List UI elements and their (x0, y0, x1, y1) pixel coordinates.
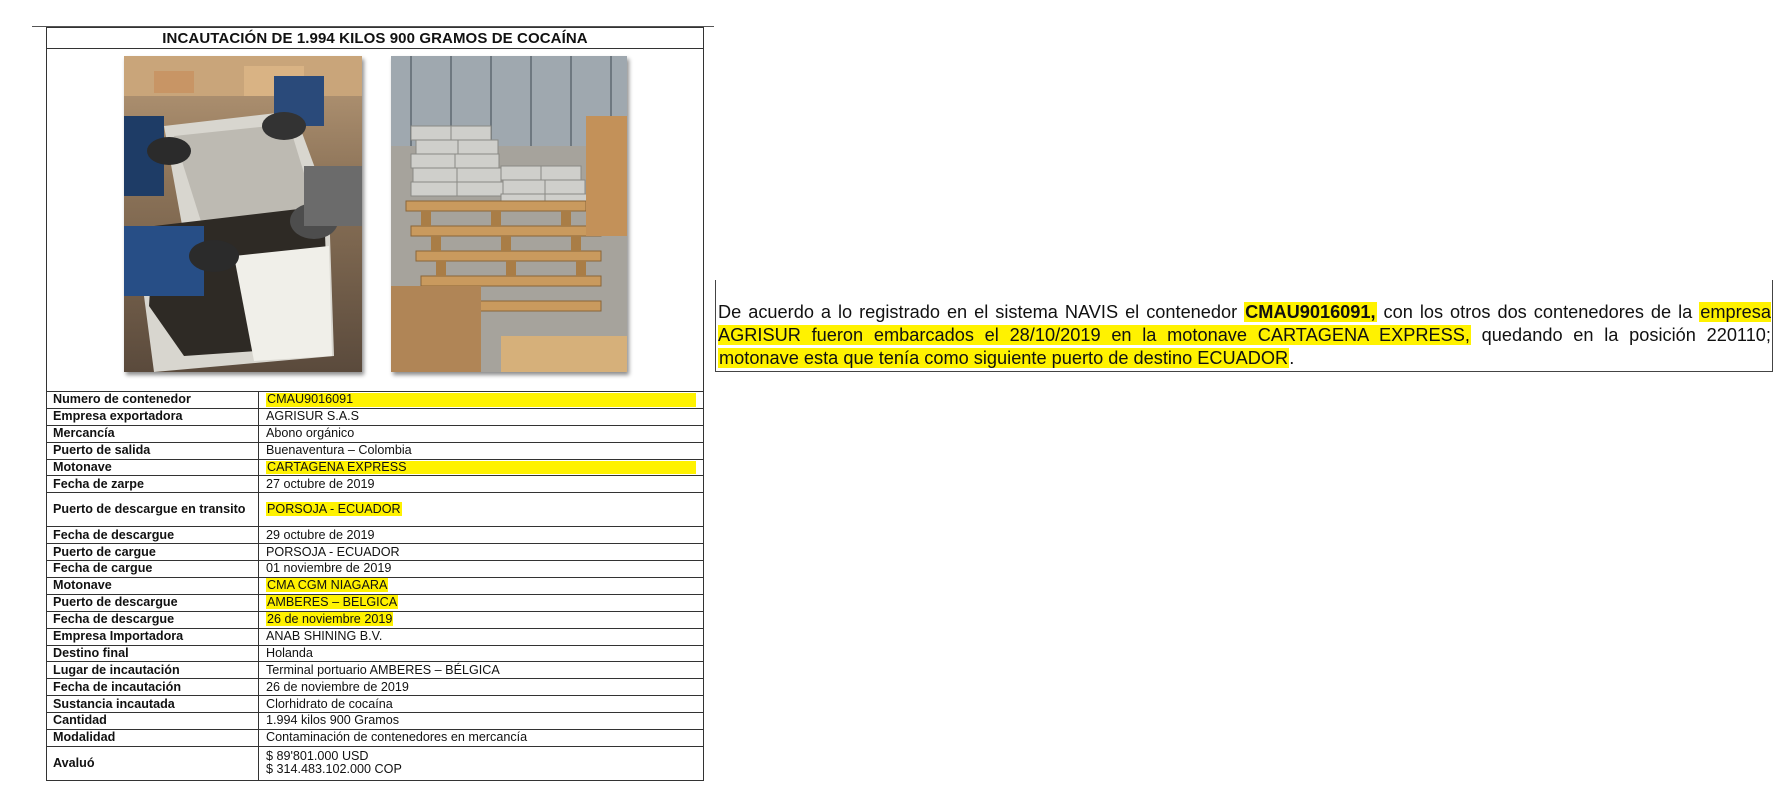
row-label: Motonave (47, 578, 259, 594)
table-row (47, 578, 703, 595)
row-value (259, 578, 703, 594)
row-value (259, 612, 703, 628)
row-label: Fecha de descargue (47, 612, 259, 628)
value-text: Clorhidrato de cocaína (266, 696, 393, 711)
value-text: 27 octubre de 2019 (266, 476, 375, 491)
row-label: Avaluó (47, 747, 259, 780)
note-highlight: motonave esta que tenía como siguiente puerto de destino ECUADOR (719, 348, 1289, 368)
row-value (259, 426, 703, 442)
row-label: Puerto de descargue en transito (47, 493, 259, 526)
value-text: Abono orgánico (266, 426, 355, 441)
row-value (259, 595, 703, 611)
value-text: PORSOJA - ECUADOR (266, 544, 400, 559)
highlighted-value: AMBERES – BELGICA (267, 595, 398, 610)
row-value (259, 460, 703, 476)
photo-packages-on-pallets (391, 56, 627, 372)
value-text: 1.994 kilos 900 Gramos (266, 713, 400, 728)
photo-hands-handling-package (124, 56, 362, 372)
row-label: Empresa exportadora (47, 409, 259, 425)
highlighted-value: CMAU9016091 (266, 393, 696, 406)
row-value (259, 476, 703, 492)
row-label: Numero de contenedor (47, 392, 259, 408)
row-value (259, 409, 703, 425)
value-text: Contaminación de contenedores en mercancía (266, 730, 528, 745)
value-text: AGRISUR S.A.S (266, 409, 360, 424)
value-text: 26 de noviembre de 2019 (266, 679, 409, 694)
row-label: Motonave (47, 460, 259, 476)
table-row (47, 629, 703, 646)
avaluo-cop: $ 314.483.102.000 COP (266, 762, 402, 777)
table-row (47, 476, 703, 493)
note-text: . (1289, 348, 1295, 368)
row-value (259, 713, 703, 729)
table-row (47, 443, 703, 460)
data-rows (47, 392, 703, 780)
row-label: Mercancía (47, 426, 259, 442)
row-label: Sustancia incautada (47, 696, 259, 712)
note-text: De acuerdo a lo registrado en el sistema NAVIS el contenedor (718, 302, 1245, 322)
table-row (47, 595, 703, 612)
avaluo-usd: $ 89'801.000 USD (266, 749, 369, 764)
row-value (259, 696, 703, 712)
note-container-id: CMAU9016091, (1245, 302, 1376, 322)
row-label: Cantidad (47, 713, 259, 729)
table-row (47, 646, 703, 663)
value-text: 01 noviembre de 2019 (266, 561, 392, 576)
row-value (259, 493, 703, 526)
table-row (47, 561, 703, 578)
row-label: Puerto de cargue (47, 544, 259, 560)
highlighted-value: CMA CGM NIAGARA (267, 578, 388, 593)
row-label: Fecha de zarpe (47, 476, 259, 492)
row-value (259, 629, 703, 645)
value-text: Holanda (266, 645, 313, 660)
value-text: 29 octubre de 2019 (266, 527, 375, 542)
table-row (47, 409, 703, 426)
row-value (259, 561, 703, 577)
row-label: Fecha de cargue (47, 561, 259, 577)
note-text: con los otros dos contenedores de la (1376, 302, 1700, 322)
note-highlight: empresa AGRISUR fueron embarcados el 28/10/2019 en la motonave CARTAGENA EXPRESS, (718, 302, 1772, 345)
highlighted-value: PORSOJA - ECUADOR (267, 502, 401, 517)
row-label: Empresa Importadora (47, 629, 259, 645)
table-row-avaluo (47, 747, 703, 780)
row-value (259, 730, 703, 746)
row-value (259, 527, 703, 543)
table-row (47, 612, 703, 629)
table-row (47, 426, 703, 443)
table-row (47, 392, 703, 409)
row-value (259, 392, 703, 408)
table-row (47, 544, 703, 561)
table-row (47, 527, 703, 544)
row-value (259, 679, 703, 695)
row-label: Puerto de descargue (47, 595, 259, 611)
row-value (259, 662, 703, 678)
seizure-table (46, 27, 704, 781)
row-value (259, 646, 703, 662)
row-value (259, 747, 703, 780)
table-row (47, 730, 703, 747)
highlighted-value: 26 de noviembre 2019 (267, 612, 393, 627)
value-text: ANAB SHINING B.V. (266, 629, 383, 644)
highlighted-value: CARTAGENA EXPRESS (266, 461, 696, 474)
table-row (47, 696, 703, 713)
row-value (259, 544, 703, 560)
table-row (47, 662, 703, 679)
note-text: quedando en la posición 220110; (1470, 325, 1771, 345)
row-label: Lugar de incautación (47, 662, 259, 678)
row-value (259, 443, 703, 459)
row-label: Fecha de incautación (47, 679, 259, 695)
row-label: Puerto de salida (47, 443, 259, 459)
photos-row (47, 49, 703, 392)
row-label: Modalidad (47, 730, 259, 746)
table-row (47, 713, 703, 730)
row-label: Destino final (47, 646, 259, 662)
table-row (47, 679, 703, 696)
value-text: Terminal portuario AMBERES – BÉLGICA (266, 662, 500, 677)
navis-note-paragraph (715, 280, 1773, 372)
table-row (47, 493, 703, 527)
table-title: INCAUTACIÓN DE 1.994 KILOS 900 GRAMOS DE COCAÍNA (47, 28, 703, 49)
value-text: Buenaventura – Colombia (266, 443, 412, 457)
table-row (47, 460, 703, 477)
row-label: Fecha de descargue (47, 527, 259, 543)
